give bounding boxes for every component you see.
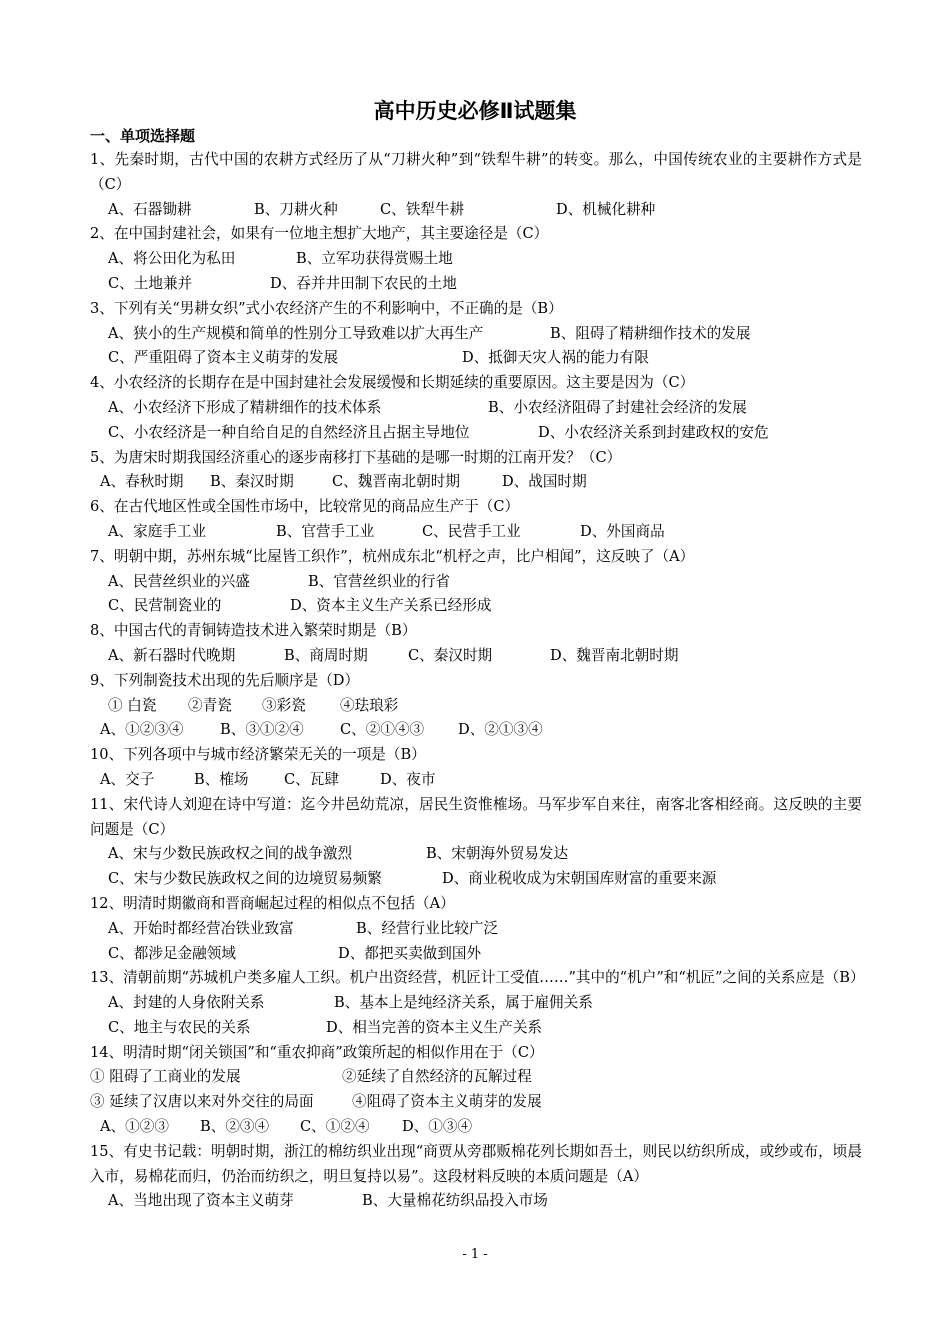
- question-stem: 9、下列制瓷技术出现的先后顺序是（D）: [90, 671, 360, 689]
- section-heading: 一、单项选择题: [90, 127, 196, 145]
- item-4: ④阻碍了资本主义萌芽的发展: [352, 1093, 542, 1111]
- option-c: C、严重阻碍了资本主义萌芽的发展: [108, 349, 339, 367]
- option-row: [90, 694, 862, 719]
- option-row: [90, 768, 862, 793]
- question-stem: 2、在中国封建社会，如果有一位地主想扩大地产，其主要途径是（C）: [90, 225, 549, 243]
- option-row: [90, 272, 862, 297]
- option-c: C、②①④③: [340, 721, 425, 739]
- option-d: D、小农经济关系到封建政权的安危: [538, 423, 769, 441]
- option-d: D、①③④: [402, 1118, 473, 1136]
- option-row: [90, 867, 862, 892]
- option-b: B、大量棉花纺织品投入市场: [362, 1192, 548, 1210]
- item-1: ① 白瓷: [108, 696, 157, 714]
- question-stem: 3、下列有关“男耕女织”式小农经济产生的不利影响中，不正确的是（B）: [90, 299, 563, 317]
- option-row: [90, 1016, 862, 1041]
- question-stem: 11、宋代诗人刘迎在诗中写道：迄今井邑幼荒凉，居民生资惟榷场。马军步军自来往，南客北客相经商。这反映的主要问题是（C）: [90, 795, 862, 838]
- option-b: B、宋朝海外贸易发达: [426, 845, 569, 863]
- option-a: A、小农经济下形成了精耕细作的技术体系: [108, 398, 382, 416]
- question-stem: 13、清朝前期“苏城机户类多雇人工织。机户出资经营，机匠计工受值……”其中的“机户”和“机匠”之间的关系应是（B）: [90, 969, 865, 987]
- option-d: D、商业税收成为宋朝国库财富的重要来源: [442, 870, 717, 888]
- option-row: [90, 570, 862, 595]
- option-row: [90, 718, 862, 743]
- option-d: D、夜市: [380, 770, 436, 788]
- question-stem: 8、中国古代的青铜铸造技术进入繁荣时期是（B）: [90, 622, 417, 640]
- option-c: C、秦汉时期: [408, 646, 493, 664]
- option-row: [90, 396, 862, 421]
- option-b: B、秦汉时期: [210, 473, 294, 491]
- option-b: B、官营丝织业的行省: [308, 572, 451, 590]
- option-row: [90, 322, 862, 347]
- option-row: [90, 247, 862, 272]
- option-row: [90, 917, 862, 942]
- option-d: D、资本主义生产关系已经形成: [290, 597, 492, 615]
- option-row: [90, 1189, 862, 1214]
- option-row: [90, 520, 862, 545]
- option-a: A、石器锄耕: [108, 200, 192, 218]
- option-a: A、春秋时期: [100, 473, 184, 491]
- option-row: [90, 942, 862, 967]
- option-row: [90, 421, 862, 446]
- option-row: [90, 594, 862, 619]
- option-a: A、开始时都经营冶铁业致富: [108, 919, 294, 937]
- option-c: C、宋与少数民族政权之间的边境贸易频繁: [108, 870, 382, 888]
- question-stem: 10、下列各项中与城市经济繁荣无关的一项是（B）: [90, 746, 426, 764]
- item-2: ②青瓷: [188, 696, 232, 714]
- option-d: D、魏晋南北朝时期: [550, 646, 679, 664]
- option-c: C、①②④: [300, 1118, 370, 1136]
- option-b: B、榷场: [194, 770, 249, 788]
- option-c: C、瓦肆: [284, 770, 339, 788]
- option-row: [90, 1115, 862, 1140]
- option-b: B、阻碍了精耕细作技术的发展: [550, 324, 751, 342]
- option-c: C、民营制瓷业的: [108, 597, 222, 615]
- question-stem: 6、在古代地区性或全国性市场中，比较常见的商品应生产于（C）: [90, 498, 520, 516]
- option-c: C、小农经济是一种自给自足的自然经济且占据主导地位: [108, 423, 470, 441]
- option-b: B、经营行业比较广泛: [356, 919, 499, 937]
- option-c: C、魏晋南北朝时期: [332, 473, 460, 491]
- option-row: [90, 198, 862, 223]
- option-a: A、封建的人身依附关系: [108, 994, 265, 1012]
- page-number: - 1 -: [462, 1247, 488, 1262]
- option-b: B、③①②④: [220, 721, 304, 739]
- option-b: B、基本上是纯经济关系，属于雇佣关系: [334, 994, 593, 1012]
- question-stem: 4、小农经济的长期存在是中国封建社会发展缓慢和长期延续的重要原因。这主要是因为（C）: [90, 374, 695, 392]
- question-stem: 7、明朝中期，苏州东城“比屋皆工织作”，杭州成东北“机杼之声，比户相闻”，这反映了（A）: [90, 547, 695, 565]
- option-d: D、抵御天灾人祸的能力有限: [462, 349, 649, 367]
- option-d: D、都把买卖做到国外: [338, 944, 482, 962]
- option-a: A、狭小的生产规模和简单的性别分工导致难以扩大再生产: [108, 324, 484, 342]
- option-a: A、交子: [100, 770, 155, 788]
- option-a: A、民营丝织业的兴盛: [108, 572, 250, 590]
- question-stem: 1、先秦时期，古代中国的农耕方式经历了从“刀耕火种”到“铁犁牛耕”的转变。那么，中国传统农业的主要耕作方式是（C）: [90, 151, 862, 193]
- option-d: D、战国时期: [502, 473, 587, 491]
- option-row: [90, 1090, 862, 1115]
- option-row: [90, 470, 862, 495]
- option-a: A、宋与少数民族政权之间的战争激烈: [108, 845, 353, 863]
- question-stem: 15、有史书记载：明朝时期，浙江的棉纺织业出现“商贾从旁郡贩棉花列长期如吾土，则民以纺织所成，或纱或布，顷晨入市，易棉花而归，仍治而纺织之，明旦复持以易”。这段材料反映的本质问题是（A）: [90, 1142, 862, 1185]
- option-b: B、官营手工业: [276, 522, 375, 540]
- option-c: C、地主与农民的关系: [108, 1018, 251, 1036]
- item-3: ③ 延续了汉唐以来对外交往的局面: [90, 1093, 314, 1111]
- option-d: D、外国商品: [580, 522, 665, 540]
- option-a: A、①②③④: [100, 721, 184, 739]
- document-title: 高中历史必修Ⅱ试题集: [373, 99, 577, 123]
- option-b: B、商周时期: [284, 646, 368, 664]
- option-c: C、铁犁牛耕: [380, 200, 465, 218]
- option-c: C、民营手工业: [422, 522, 521, 540]
- option-c: C、都涉足金融领域: [108, 944, 236, 962]
- option-b: B、小农经济阻碍了封建社会经济的发展: [488, 398, 747, 416]
- option-c: C、土地兼并: [108, 274, 193, 292]
- question-list: [90, 148, 865, 1214]
- item-3: ③彩瓷: [262, 696, 306, 714]
- option-d: D、机械化耕种: [556, 200, 656, 218]
- option-d: D、②①③④: [458, 721, 543, 739]
- option-row: [90, 842, 862, 867]
- question-stem: 14、明清时期“闭关锁国”和“重农抑商”政策所起的相似作用在于（C）: [90, 1043, 544, 1061]
- option-a: A、当地出现了资本主义萌芽: [108, 1192, 294, 1210]
- option-row: [90, 1065, 862, 1090]
- option-row: [90, 346, 862, 371]
- option-row: [90, 991, 862, 1016]
- option-row: [90, 644, 862, 669]
- question-stem: 5、为唐宋时期我国经济重心的逐步南移打下基础的是哪一时期的江南开发？（C）: [90, 448, 622, 466]
- option-b: B、立军功获得赏赐土地: [296, 250, 453, 268]
- item-2: ②延续了自然经济的瓦解过程: [342, 1068, 532, 1086]
- question-stem: 12、明清时期徽商和晋商崛起过程的相似点不包括（A）: [90, 894, 455, 912]
- option-a: A、家庭手工业: [108, 522, 207, 540]
- option-b: B、刀耕火种: [254, 200, 338, 218]
- option-a: A、新石器时代晚期: [108, 646, 236, 664]
- option-a: A、将公田化为私田: [108, 250, 236, 268]
- option-d: D、吞并井田制下农民的土地: [270, 274, 457, 292]
- option-d: D、相当完善的资本主义生产关系: [326, 1018, 543, 1036]
- item-1: ① 阻碍了工商业的发展: [90, 1068, 241, 1086]
- option-a: A、①②③: [100, 1118, 169, 1136]
- item-4: ④珐琅彩: [340, 696, 399, 714]
- option-b: B、②③④: [200, 1118, 270, 1136]
